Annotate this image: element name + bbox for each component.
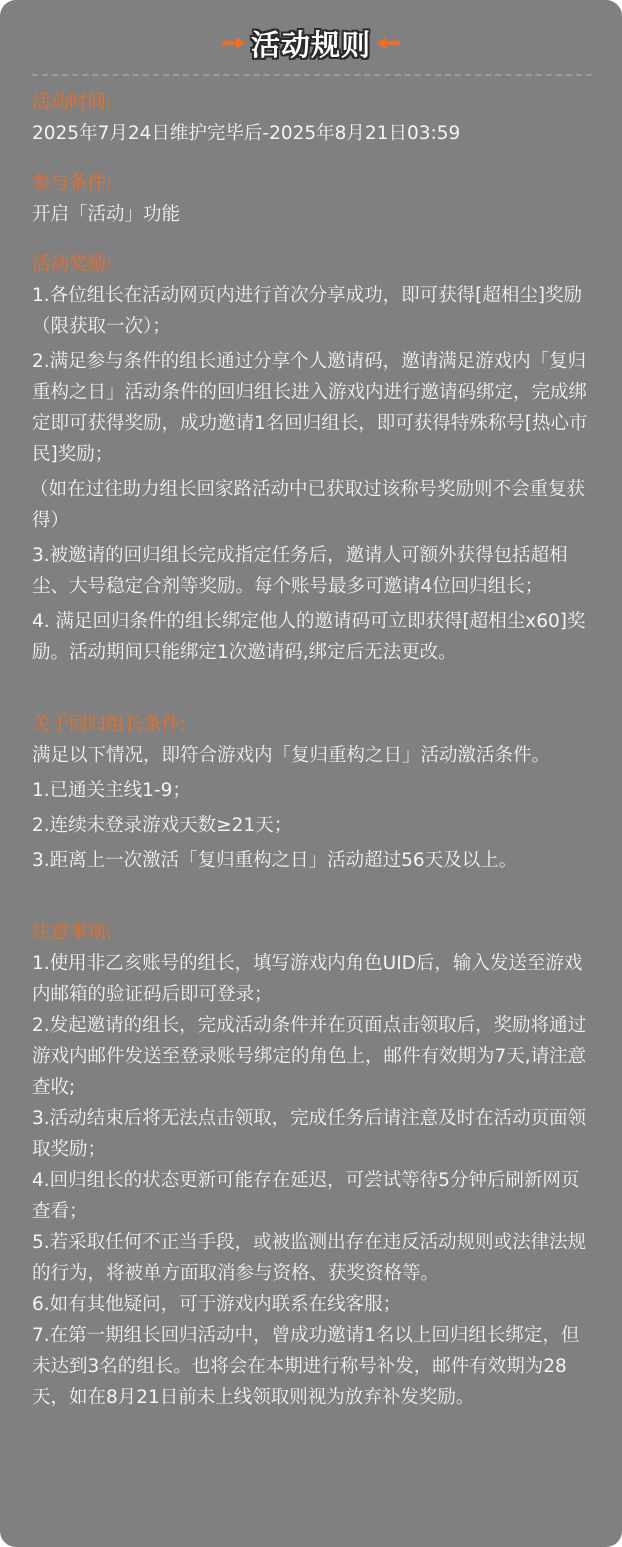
reward-item: 2.满足参与条件的组长通过分享个人邀请码，邀请满足游戏内「复归重构之日」活动条件的回归组长进入游戏内进行邀请码绑定，完成绑定即可获得奖励，成功邀请1名回归组长，即可获得特殊称号[热心市民]奖励；	[32, 351, 588, 465]
reward-note: （如在过往助力组长回家路活动中已获取过该称号奖励则不会重复获得）	[30, 479, 586, 531]
time-text: 2025年7月24日维护完毕后-2025年8月21日03:59	[32, 123, 461, 144]
dashed-divider	[32, 74, 592, 76]
note-item: 5.若采取任何不正当手段，或被监测出存在违反活动规则或法律法规的行为，将被单方面取消参与资格、获奖资格等。	[32, 1232, 587, 1284]
note-item: 6.如有其他疑问，可于游戏内联系在线客服；	[32, 1294, 402, 1315]
returning-item: 3.距离上一次激活「复归重构之日」活动超过56天及以上。	[32, 850, 518, 871]
note-item: 7.在第一期组长回归活动中，曾成功邀请1名以上回归组长绑定，但未达到3名的组长。也将会在本期进行称号补发，邮件有效期为28天，如在8月21日前未上线领取则视为放弃补发奖励。	[32, 1325, 580, 1408]
title-right-arrow-icon	[377, 37, 400, 49]
section-title-time: 活动时间:	[32, 92, 113, 113]
returning-intro: 满足以下情况，即符合游戏内「复归重构之日」活动激活条件。	[32, 745, 551, 766]
title-bar	[0, 18, 622, 68]
returning-item: 2.连续未登录游戏天数≥21天；	[32, 815, 293, 836]
title-left-arrow-icon	[222, 37, 245, 49]
section-title-rewards: 活动奖励:	[32, 254, 113, 275]
note-item: 2.发起邀请的组长，完成活动条件并在页面点击领取后，奖励将通过游戏内邮件发送至登录账号绑定的角色上，邮件有效期为7天,请注意查收;	[32, 1015, 587, 1098]
reward-item: 1.各位组长在活动网页内进行首次分享成功，即可获得[超相尘]奖励（限获取一次）；	[32, 285, 583, 337]
reward-item: 3.被邀请的回归组长完成指定任务后，邀请人可额外获得包括超相尘、大号稳定合剂等奖励。每个账号最多可邀请4位回归组长；	[32, 545, 568, 597]
conditions-text: 开启「活动」功能	[32, 204, 181, 225]
reward-item: 4. 满足回归条件的组长绑定他人的邀请码可立即获得[超相尘x60]奖励。活动期间只能绑定1次邀请码,绑定后无法更改。	[32, 611, 586, 663]
page-title: 活动规则	[250, 27, 371, 62]
rules-content	[32, 88, 592, 1413]
returning-item: 1.已通关主线1-9；	[32, 780, 191, 801]
note-item: 4.回归组长的状态更新可能存在延迟，可尝试等待5分钟后刷新网页查看；	[32, 1170, 580, 1222]
note-item: 3.活动结束后将无法点击领取，完成任务后请注意及时在活动页面领取奖励；	[32, 1108, 587, 1160]
section-title-notes: 注意事项:	[32, 922, 113, 943]
section-title-conditions: 参与条件:	[32, 173, 113, 194]
section-title-returning: 关于回归组长条件:	[32, 714, 187, 735]
note-item: 1.使用非乙亥账号的组长，填写游戏内角色UID后，输入发送至游戏内邮箱的验证码后即可登录；	[32, 953, 583, 1005]
